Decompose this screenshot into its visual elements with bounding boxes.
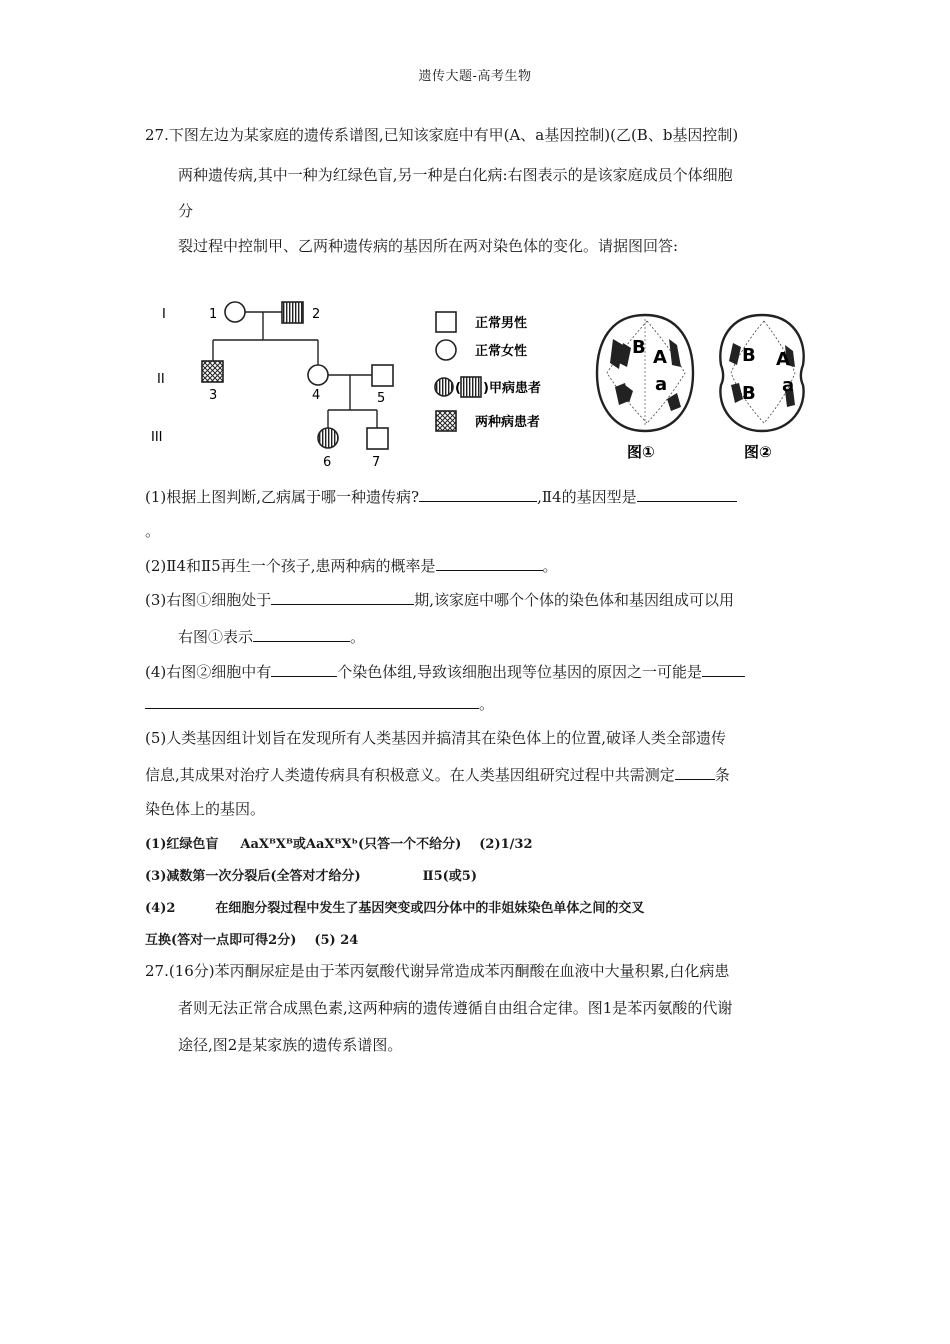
individual-2-disease-a-male — [282, 302, 303, 323]
subq-2-end: 。 — [542, 557, 558, 575]
answer-1: (1)红绿色盲 — [145, 837, 219, 852]
individual-7-normal-male — [367, 428, 388, 449]
answer-3: (3)减数第一次分裂后(全答对才给分) — [145, 869, 361, 884]
subq-5-line3: 染色体上的基因。 — [145, 800, 266, 818]
answer-3-b: Ⅱ5(或5) — [422, 869, 478, 884]
individual-label-2: 2 — [312, 307, 321, 322]
subq-5-text-b: 条 — [714, 766, 730, 784]
cell2-gene-A: A — [776, 349, 790, 370]
cell1-label: 图① — [627, 443, 655, 461]
legend-normal-male-label: 正常男性 — [475, 316, 528, 331]
individual-1-normal-female — [225, 302, 245, 322]
individual-6-disease-a-female — [318, 428, 338, 448]
answer-5: (5) 24 — [314, 933, 359, 948]
subq-4 — [145, 660, 745, 683]
subq-1-blank-1[interactable] — [419, 485, 537, 502]
individual-label-6: 6 — [323, 455, 332, 470]
legend-disease-a-label: )甲病患者 — [483, 381, 541, 396]
page-header: 遗传大题-高考生物 — [418, 69, 532, 84]
cell1-gene-a: a — [655, 374, 668, 395]
legend-both-diseases-symbol — [436, 411, 456, 431]
subq-3-text-c: 右图①表示 — [178, 628, 254, 646]
subq-2 — [145, 554, 558, 577]
pedigree-and-cell-figure — [145, 293, 815, 473]
subq-1-text-a: (1)根据上图判断,乙病属于哪一种遗传病? — [145, 488, 420, 506]
subq-2-blank[interactable] — [436, 554, 543, 571]
subq-4-blank-1[interactable] — [271, 660, 337, 677]
subq-3-end: 。 — [350, 628, 366, 646]
subq-3-blank-2[interactable] — [253, 625, 350, 642]
answer-4-line — [145, 898, 644, 920]
answer-4-5-line — [145, 930, 358, 952]
subq-4-text-a: (4)右图②细胞中有 — [145, 663, 272, 681]
answer-4-c: 互换(答对一点即可得2分) — [145, 933, 297, 948]
individual-label-1: 1 — [209, 307, 218, 322]
cell2-label: 图② — [744, 443, 772, 461]
answer-1-genotype: AaXᴮXᴮ或AaXᴮXᵇ(只答一个不给分) — [240, 837, 462, 852]
individual-label-3: 3 — [209, 388, 218, 403]
generation-label-II: II — [157, 372, 165, 387]
subq-4-blank-3[interactable] — [145, 692, 479, 709]
answer-4: (4)2 — [145, 901, 176, 916]
cell-diagram-1 — [597, 315, 693, 461]
subq-4-end: 。 — [479, 695, 495, 713]
q27-line2: 两种遗传病,其中一种为红绿色盲,另一种是白化病:右图表示的是该家庭成员个体细胞 — [178, 166, 733, 184]
subq-2-text: (2)Ⅱ4和Ⅱ5再生一个孩子,患两种病的概率是 — [145, 557, 436, 575]
answer-2: (2)1/32 — [479, 837, 533, 852]
cell1-gene-B: B — [632, 337, 646, 358]
q27b-line3: 途径,图2是某家族的遗传系谱图。 — [178, 1036, 403, 1054]
individual-label-7: 7 — [372, 455, 381, 470]
q27b-line1: 27.(16分)苯丙酮尿症是由于苯丙氨酸代谢异常造成苯丙酮酸在血液中大量积累,白化病患 — [145, 962, 730, 980]
legend-paren-open: ( — [455, 381, 461, 396]
cell2-gene-B-lower: B — [742, 383, 756, 404]
legend-normal-female-symbol — [436, 340, 456, 360]
subq-4-blank-2[interactable] — [702, 660, 745, 677]
answer-1-line — [145, 834, 533, 856]
cell1-gene-A: A — [653, 347, 667, 368]
subq-1-end: 。 — [145, 522, 161, 540]
q27-line1: 27.下图左边为某家庭的遗传系谱图,已知该家庭中有甲(A、a基因控制)(乙(B、b基因控制) — [145, 126, 739, 144]
legend-normal-male-symbol — [436, 312, 456, 332]
subq-1-text-b: ,Ⅱ4的基因型是 — [537, 488, 637, 506]
individual-3-both-diseases-male — [202, 361, 223, 382]
subq-1-blank-2[interactable] — [637, 485, 737, 502]
q27-line3: 分 — [178, 202, 194, 220]
subq-5-blank[interactable] — [675, 763, 715, 780]
individual-label-5: 5 — [377, 391, 386, 406]
individual-label-4: 4 — [312, 388, 321, 403]
subq-3-text-a: (3)右图①细胞处于 — [145, 591, 272, 609]
generation-label-III: III — [151, 430, 163, 445]
individual-4-normal-female — [308, 365, 328, 385]
individual-5-normal-male — [372, 365, 393, 386]
cell2-gene-a: a — [782, 375, 795, 396]
cell-diagram-2 — [720, 315, 803, 461]
legend-both-diseases-label: 两种病患者 — [475, 415, 541, 430]
generation-label-I: I — [162, 307, 166, 322]
subq-5-line2 — [145, 763, 730, 786]
subq-3-blank-1[interactable] — [271, 588, 414, 605]
subq-3 — [145, 588, 734, 611]
subq-4-line2 — [145, 692, 494, 715]
legend-disease-a-male-symbol — [461, 377, 481, 397]
subq-3-line2 — [178, 625, 365, 648]
cell2-gene-B-upper: B — [742, 345, 756, 366]
subq-3-text-b: 期,该家庭中哪个个体的染色体和基因组成可以用 — [414, 591, 735, 609]
q27-line4: 裂过程中控制甲、乙两种遗传病的基因所在两对染色体的变化。请据图回答: — [178, 237, 679, 255]
subq-5-line1: (5)人类基因组计划旨在发现所有人类基因并搞清其在染色体上的位置,破译人类全部遗传 — [145, 729, 727, 747]
legend-disease-a-female-symbol — [435, 378, 453, 396]
subq-1 — [145, 485, 737, 508]
answer-4-b: 在细胞分裂过程中发生了基因突变或四分体中的非姐妹染色单体之间的交叉 — [215, 901, 645, 916]
legend-normal-female-label: 正常女性 — [475, 344, 528, 359]
q27b-line2: 者则无法正常合成黑色素,这两种病的遗传遵循自由组合定律。图1是苯丙氨酸的代谢 — [178, 999, 733, 1017]
subq-5-text-a: 信息,其成果对治疗人类遗传病具有积极意义。在人类基因组研究过程中共需测定 — [145, 766, 675, 784]
answer-3-line — [145, 866, 477, 888]
subq-4-text-b: 个染色体组,导致该细胞出现等位基因的原因之一可能是 — [337, 663, 703, 681]
